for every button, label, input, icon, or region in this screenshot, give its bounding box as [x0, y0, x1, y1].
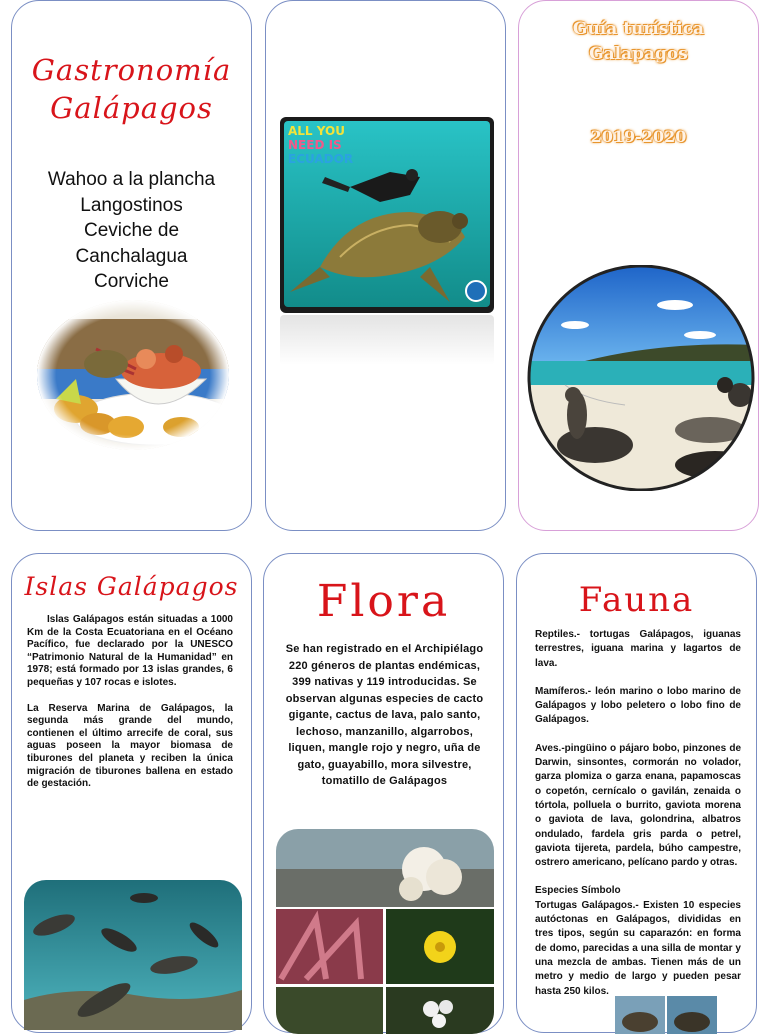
gastronomia-title-line1: Gastronomía [31, 53, 232, 87]
sea-lions-underwater-photo [24, 880, 242, 1030]
guia-years: 2019-2020 [590, 127, 687, 146]
guia-title [519, 17, 758, 67]
flora-title: Flora [316, 576, 451, 627]
islas-title: Islas Galápagos [24, 572, 239, 601]
gastronomia-title-line2: Galápagos [50, 91, 213, 125]
dish-item: Corviche [94, 271, 169, 292]
tortoise-photo-2 [667, 996, 717, 1034]
islas-paragraph-2: La Reserva Marina de Galápagos, la segunda más grande del mundo, contienen el último arrecife de coral, sus aguas poseen la mayor biomasa de tiburones del planeta y reciben la única migración de tiburones ballena en estado de gestación. [27, 702, 233, 790]
flora-panel [263, 553, 504, 1033]
overlay-text-line2: NEED IS [288, 138, 342, 152]
fauna-title: Fauna [578, 580, 695, 620]
gastronomia-title [12, 51, 251, 127]
dish-list [12, 167, 251, 295]
cover-panel [265, 0, 506, 531]
dish-item: Canchalagua [75, 245, 188, 267]
tortoise-photo-1 [615, 996, 665, 1034]
fauna-mamiferos: Mamíferos.- león marino o lobo marino de Galápagos y lobo peletero o lobo fino de Galápagos. [535, 685, 741, 726]
fauna-tortugas: Tortugas Galápagos.- Existen 10 especies autóctonas en Galápagos, divididas en tres tipos, según su caparazón: en forma de domo, parecidas a una silla de montar y una mezcla de ambas. Tienen más de un metro y medio de largo y pueden pesar hasta 250 kilos. [535, 899, 741, 997]
badge-icon [466, 281, 486, 301]
fauna-text [535, 628, 741, 999]
sea-lion-beach-photo [525, 265, 757, 491]
overlay-text-line1: ALL YOU [288, 124, 345, 138]
guia-title-line2: Galapagos [589, 44, 688, 64]
guia-panel [518, 0, 759, 531]
fauna-aves: Aves.-pingüino o pájaro bobo, pinzones de Darwin, sinsontes, cormorán no volador, garza plomiza o garza enana, papamoscas o copetón, cernícalo o gavilán, zenaida o tórtola, polluela o burrito, gaviota morena o gaviota de lava, golondrina, albatros ondulado, fardela gris parda o petrel, gaviota tijereta, pardela, búho campestre, ostrero americano, pelícano pardo y otras. [535, 742, 741, 869]
islas-panel [11, 553, 252, 1033]
fauna-panel [516, 553, 757, 1033]
dish-item: Langostinos [80, 194, 183, 216]
dish-item: Ceviche de [83, 220, 180, 241]
flora-text: Se han registrado en el Archipiélago 220 géneros de plantas endémicas, 399 nativas y 119 introducidas. Se observan algunas especies de cacto gigante, cactus de lava, palo santo, lechoso, manzanillo, algarrobos, liquen, mangle rojo y negro, uña de gato, guayabillo, mora silvestre, tomatillo de Galápagos [285, 643, 484, 787]
photo-reflection [280, 315, 494, 365]
fauna-especies-heading: Especies Símbolo [535, 885, 621, 897]
fauna-reptiles: Reptiles.- tortugas Galápagos, iguanas terrestres, iguana marina y lagartos de lava. [535, 629, 741, 669]
flora-collage-photo [276, 829, 494, 1034]
guia-title-line1: Guía turística [572, 19, 705, 39]
islas-text [27, 614, 233, 791]
gastronomia-panel [11, 0, 252, 531]
islas-paragraph-1: Islas Galápagos están situadas a 1000 Km de la Costa Ecuatoriana en el Océano Pacífico, fue declarado por la UNESCO “Patrimonio Natural de la Humanidad” en 1978; está formado por 13 islas grandes, 6 pequeñas y 107 rocas e islotes. [27, 614, 233, 688]
dish-item: Wahoo a la plancha [47, 169, 216, 190]
overlay-text-line3: ECUADOR [288, 152, 354, 166]
diver-turtle-photo [280, 117, 494, 313]
food-photo [36, 299, 230, 451]
